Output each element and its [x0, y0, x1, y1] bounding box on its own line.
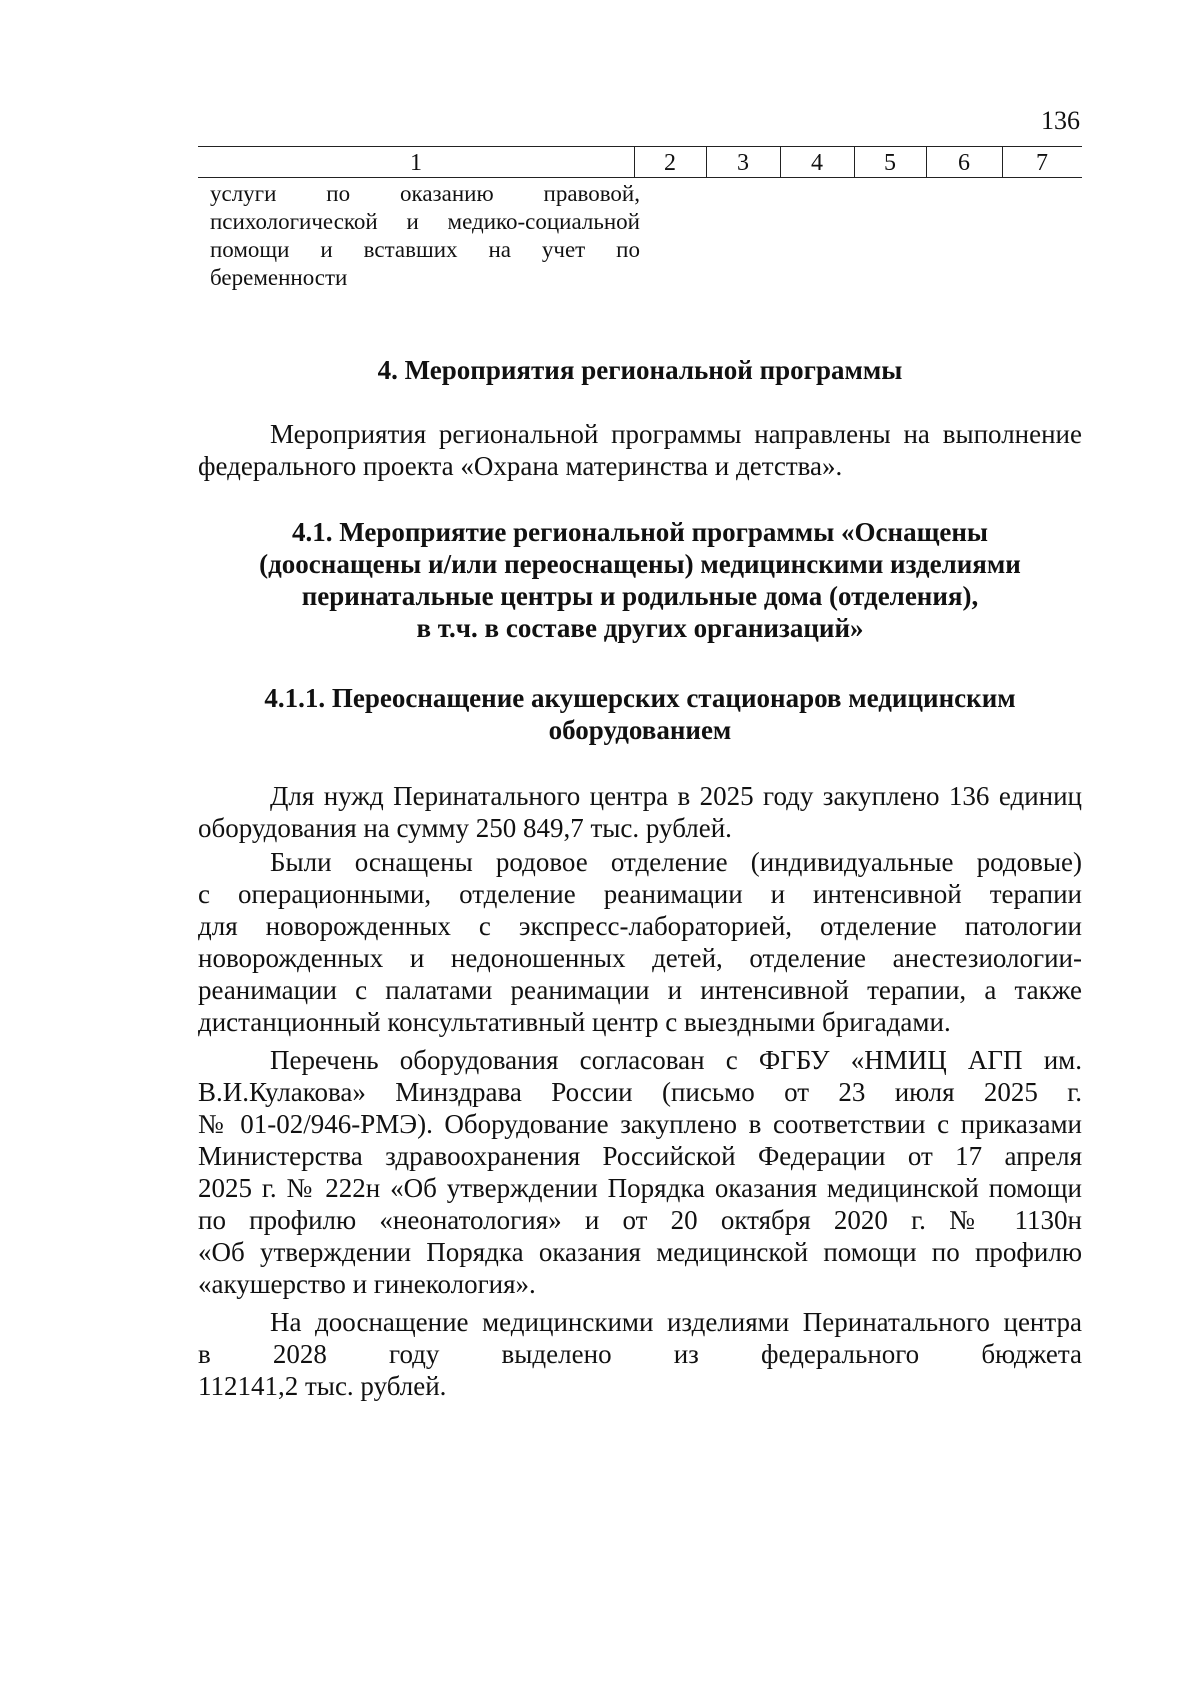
paragraph-line: 112141,2 тыс. рублей. [198, 1371, 447, 1401]
paragraph-3 [198, 1044, 1082, 1300]
paragraph-line: федерального проекта «Охрана материнства и детства». [198, 451, 843, 481]
table-cell-line: помощи и вставших на учет по [210, 237, 640, 262]
paragraph-line: с операционными, отделение реанимации и интенсивной терапии [198, 879, 1082, 909]
table-header-row [198, 146, 1082, 178]
paragraph-line: № 01-02/946-РМЭ). Оборудование закуплено в соответствии с приказами [198, 1109, 1082, 1139]
paragraph-line: Для нужд Перинатального центра в 2025 году закуплено 136 единиц [270, 781, 1082, 811]
title-line: 4.1. Мероприятие региональной программы «Оснащены [292, 517, 988, 547]
page-number: 136 [1041, 106, 1080, 135]
table-header-col-1: 1 [410, 150, 422, 176]
paragraph-line: реанимации с палатами реанимации и интенсивной терапии, а также [198, 975, 1082, 1005]
paragraph-line: Мероприятия региональной программы направлены на выполнение [270, 419, 1082, 449]
table-header-col-4: 4 [811, 150, 823, 176]
paragraph-1 [198, 780, 1082, 844]
table-header-col-2: 2 [664, 150, 676, 176]
table-header-col-6: 6 [958, 150, 970, 176]
paragraph-line: Были оснащены родовое отделение (индивидуальные родовые) [270, 847, 1082, 877]
table-header-col-3: 3 [737, 150, 749, 176]
table-cell-line: беременности [210, 265, 348, 290]
title-line: в т.ч. в составе других организаций» [416, 613, 864, 643]
title-line: перинатальные центры и родильные дома (отделения), [301, 581, 979, 611]
title-line: 4.1.1. Переоснащение акушерских стационаров медицинским [264, 683, 1016, 713]
table-header-col-7: 7 [1036, 150, 1048, 176]
table-header-col-5: 5 [884, 150, 896, 176]
paragraph-line: В.И.Кулакова» Минздрава России (письмо от 23 июля 2025 г. [198, 1077, 1082, 1107]
title-line: (дооснащены и/или переоснащены) медицинскими изделиями [259, 549, 1021, 579]
paragraph-2 [198, 846, 1082, 1038]
paragraph-line: Министерства здравоохранения Российской Федерации от 17 апреля [198, 1141, 1082, 1171]
section-4-intro [198, 418, 1082, 482]
paragraph-line: дистанционный консультативный центр с выездными бригадами. [198, 1007, 951, 1037]
paragraph-line: новорожденных и недоношенных детей, отделение анестезиологии- [198, 943, 1082, 973]
paragraph-line: по профилю «неонатология» и от 20 октября 2020 г. № 1130н [198, 1205, 1082, 1235]
section-4-1-1-title [198, 682, 1082, 746]
paragraph-line: 2025 г. № 222н «Об утверждении Порядка оказания медицинской помощи [198, 1173, 1082, 1203]
title-line: оборудованием [548, 715, 732, 745]
paragraph-line: в 2028 году выделено из федерального бюджета [198, 1339, 1082, 1369]
paragraph-line: оборудования на сумму 250 849,7 тыс. рублей. [198, 813, 732, 843]
paragraph-line: для новорожденных с экспресс-лабораторией, отделение патологии [198, 911, 1082, 941]
section-4-title: 4. Мероприятия региональной программы [377, 355, 903, 385]
table-cell-line: психологической и медико-социальной [210, 209, 640, 234]
paragraph-line: Перечень оборудования согласован с ФГБУ «НМИЦ АГП им. [270, 1045, 1082, 1075]
table-cell-line: услуги по оказанию правовой, [210, 181, 640, 206]
paragraph-line: «акушерство и гинекология». [198, 1269, 536, 1299]
paragraph-line: «Об утверждении Порядка оказания медицинской помощи по профилю [198, 1237, 1082, 1267]
section-4-1-title [198, 516, 1082, 644]
table-continuation-cell [210, 180, 640, 292]
paragraph-4 [198, 1306, 1082, 1402]
paragraph-line: На дооснащение медицинскими изделиями Перинатального центра [270, 1307, 1082, 1337]
